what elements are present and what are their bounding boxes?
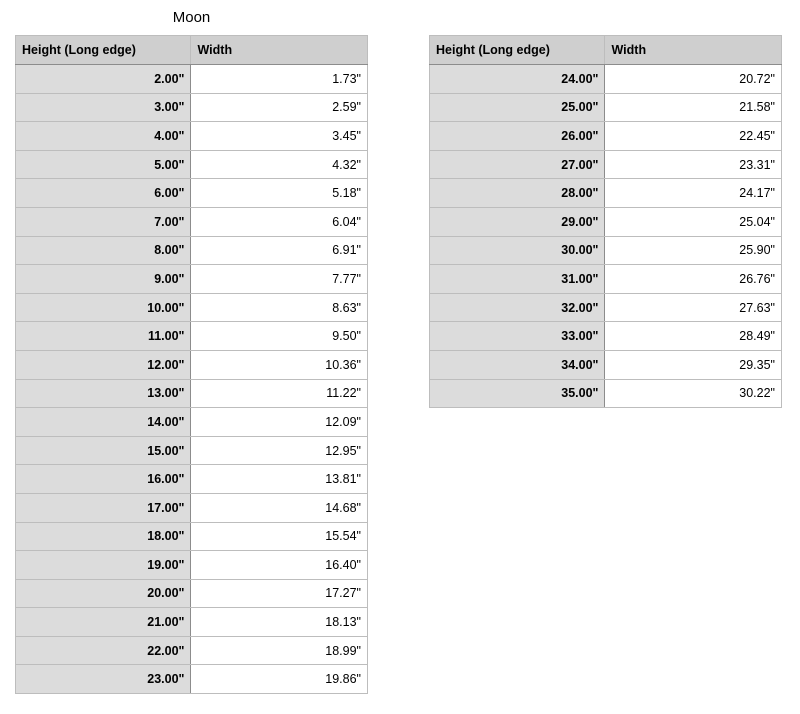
height-cell: 9.00" (16, 265, 191, 294)
width-cell: 14.68" (191, 493, 368, 522)
width-cell: 30.22" (605, 379, 782, 408)
table-row (430, 236, 782, 265)
table-row (16, 665, 368, 694)
table-row (16, 522, 368, 551)
width-cell: 15.54" (191, 522, 368, 551)
table-row (16, 493, 368, 522)
table-row (430, 379, 782, 408)
height-cell: 14.00" (16, 408, 191, 437)
column-header-height: Height (Long edge) (430, 36, 605, 65)
size-table-right (429, 35, 782, 408)
width-cell: 21.58" (605, 93, 782, 122)
height-cell: 4.00" (16, 122, 191, 151)
table-row (16, 350, 368, 379)
table-row (430, 322, 782, 351)
table-row (16, 636, 368, 665)
page-title: Moon (172, 9, 211, 26)
height-cell: 19.00" (16, 551, 191, 580)
table-row (430, 265, 782, 294)
table-row (430, 150, 782, 179)
table-row (430, 293, 782, 322)
width-cell: 18.13" (191, 608, 368, 637)
table-row (16, 265, 368, 294)
height-cell: 24.00" (430, 65, 605, 94)
table-header-row (430, 36, 782, 65)
height-cell: 2.00" (16, 65, 191, 94)
table-row (16, 408, 368, 437)
table-body (16, 65, 368, 694)
height-cell: 7.00" (16, 207, 191, 236)
height-cell: 20.00" (16, 579, 191, 608)
width-cell: 16.40" (191, 551, 368, 580)
width-cell: 4.32" (191, 150, 368, 179)
width-cell: 18.99" (191, 636, 368, 665)
column-header-width: Width (605, 36, 782, 65)
width-cell: 5.18" (191, 179, 368, 208)
height-cell: 13.00" (16, 379, 191, 408)
table-row (430, 179, 782, 208)
width-cell: 11.22" (191, 379, 368, 408)
width-cell: 2.59" (191, 93, 368, 122)
table-row (430, 350, 782, 379)
height-cell: 35.00" (430, 379, 605, 408)
table-row (430, 122, 782, 151)
width-cell: 12.09" (191, 408, 368, 437)
width-cell: 8.63" (191, 293, 368, 322)
width-cell: 9.50" (191, 322, 368, 351)
height-cell: 15.00" (16, 436, 191, 465)
table-header-row (16, 36, 368, 65)
width-cell: 26.76" (605, 265, 782, 294)
table-row (16, 236, 368, 265)
width-cell: 29.35" (605, 350, 782, 379)
table-row (16, 579, 368, 608)
height-cell: 11.00" (16, 322, 191, 351)
table-row (16, 465, 368, 494)
width-cell: 23.31" (605, 150, 782, 179)
width-cell: 28.49" (605, 322, 782, 351)
width-cell: 27.63" (605, 293, 782, 322)
height-cell: 25.00" (430, 93, 605, 122)
height-cell: 17.00" (16, 493, 191, 522)
size-table-left (15, 35, 368, 694)
width-cell: 13.81" (191, 465, 368, 494)
width-cell: 20.72" (605, 65, 782, 94)
width-cell: 25.90" (605, 236, 782, 265)
width-cell: 10.36" (191, 350, 368, 379)
width-cell: 19.86" (191, 665, 368, 694)
height-cell: 34.00" (430, 350, 605, 379)
width-cell: 12.95" (191, 436, 368, 465)
table-row (16, 436, 368, 465)
height-cell: 23.00" (16, 665, 191, 694)
table-row (16, 207, 368, 236)
height-cell: 8.00" (16, 236, 191, 265)
table-row (16, 93, 368, 122)
width-cell: 3.45" (191, 122, 368, 151)
table-row (430, 93, 782, 122)
table-row (430, 65, 782, 94)
width-cell: 7.77" (191, 265, 368, 294)
width-cell: 17.27" (191, 579, 368, 608)
width-cell: 25.04" (605, 207, 782, 236)
height-cell: 3.00" (16, 93, 191, 122)
table-row (16, 293, 368, 322)
table-row (16, 551, 368, 580)
table-row (16, 122, 368, 151)
height-cell: 5.00" (16, 150, 191, 179)
width-cell: 1.73" (191, 65, 368, 94)
height-cell: 31.00" (430, 265, 605, 294)
height-cell: 28.00" (430, 179, 605, 208)
width-cell: 6.91" (191, 236, 368, 265)
height-cell: 26.00" (430, 122, 605, 151)
height-cell: 10.00" (16, 293, 191, 322)
table-row (16, 65, 368, 94)
height-cell: 32.00" (430, 293, 605, 322)
height-cell: 27.00" (430, 150, 605, 179)
height-cell: 6.00" (16, 179, 191, 208)
height-cell: 30.00" (430, 236, 605, 265)
column-header-width: Width (191, 36, 368, 65)
table-row (16, 179, 368, 208)
height-cell: 18.00" (16, 522, 191, 551)
table-row (16, 608, 368, 637)
column-header-height: Height (Long edge) (16, 36, 191, 65)
height-cell: 16.00" (16, 465, 191, 494)
height-cell: 12.00" (16, 350, 191, 379)
width-cell: 24.17" (605, 179, 782, 208)
table-row (430, 207, 782, 236)
height-cell: 21.00" (16, 608, 191, 637)
table-row (16, 322, 368, 351)
table-body (430, 65, 782, 408)
height-cell: 33.00" (430, 322, 605, 351)
height-cell: 29.00" (430, 207, 605, 236)
width-cell: 22.45" (605, 122, 782, 151)
table-row (16, 379, 368, 408)
width-cell: 6.04" (191, 207, 368, 236)
height-cell: 22.00" (16, 636, 191, 665)
table-row (16, 150, 368, 179)
